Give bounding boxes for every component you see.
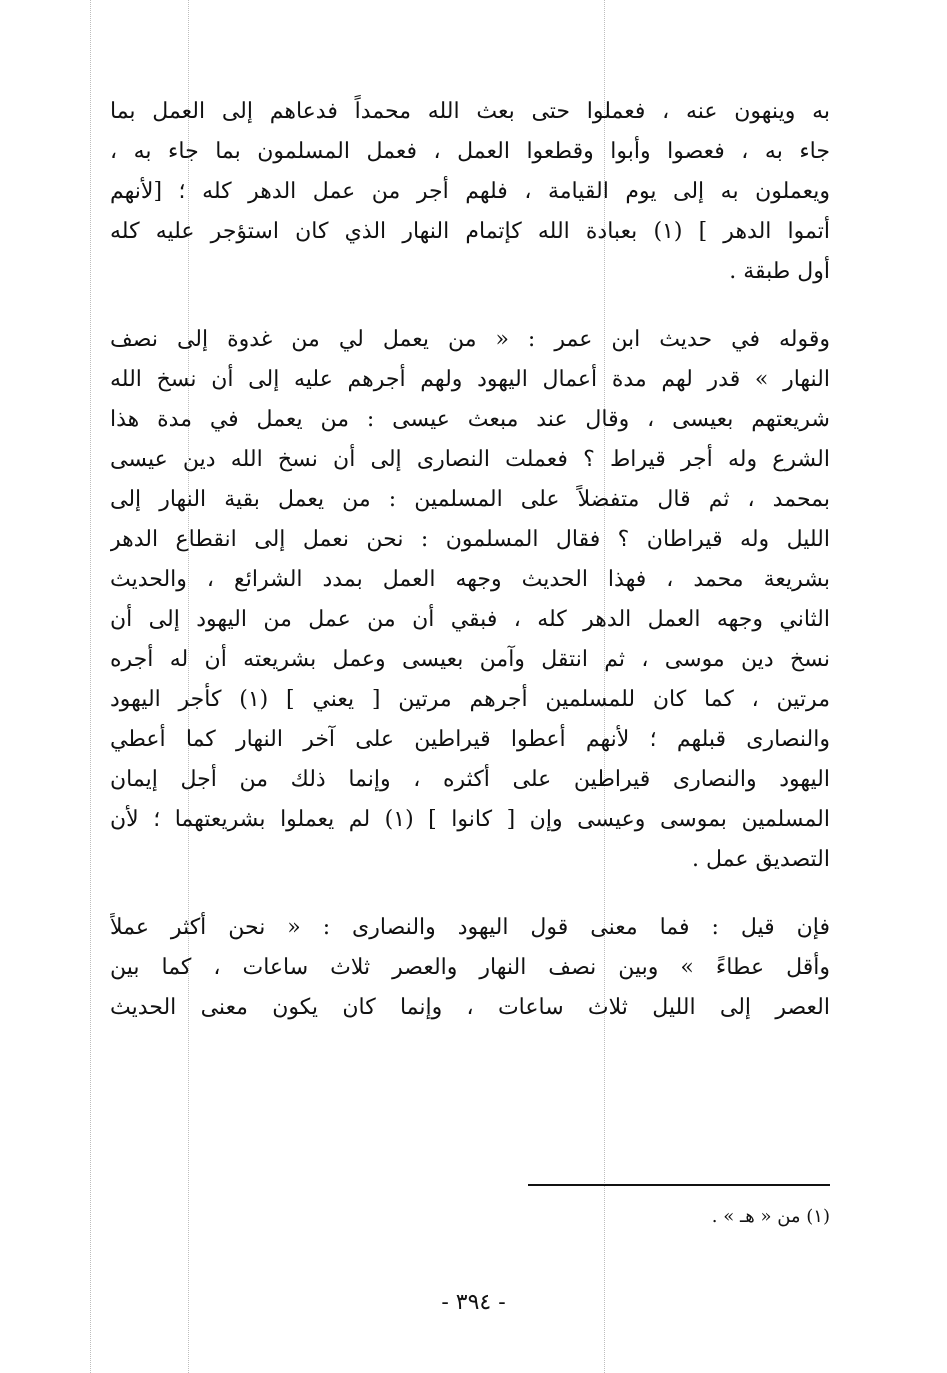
text-line: شريعتهم بعيسى ، وقال عند مبعث عيسى : من يعمل في مدة هذا (110, 407, 830, 432)
text-line: بمحمد ، ثم قال متفضلاً على المسلمين : من يعمل بقية النهار إلى (110, 487, 830, 512)
text-line: النهار » قدر لهم مدة أعمال اليهود ولهم أجرهم عليه إلى أن نسخ الله (110, 367, 830, 392)
text-line: المسلمين بموسى وعيسى وإن [ كانوا ] (١) لم يعملوا بشريعتهما ؛ لأن (110, 807, 830, 832)
text-line: بشريعة محمد ، فهذا الحديث وجهه العمل بمدد الشرائع ، والحديث (110, 567, 830, 592)
footnote: (١) من « هـ » . (711, 1206, 830, 1227)
text-line: الليل وله قيراطان ؟ فقال المسلمون : نحن نعمل إلى انقطاع الدهر (110, 527, 830, 552)
main-text (110, 92, 830, 1028)
text-line: أتموا الدهر ] (١) بعبادة الله كإتمام النهار الذي كان استؤجر عليه كله (110, 219, 830, 244)
footnote-separator (528, 1184, 830, 1186)
text-line: اليهود والنصارى قيراطين على أكثره ، وإنما ذلك من أجل إيمان (110, 767, 830, 792)
page-number: - ٣٩٤ - (441, 1290, 506, 1315)
text-line: التصديق عمل . (691, 847, 830, 872)
text-line: نسخ دين موسى ، ثم انتقل وآمن بعيسى وعمل بشريعته أن له أجره (110, 647, 830, 672)
text-line: جاء به ، فعصوا وأبوا وقطعوا العمل ، فعمل المسلمون بما جاء به ، (110, 139, 830, 164)
text-line: وأقل عطاءً » وبين نصف النهار والعصر ثلاث ساعات ، كما بين (110, 955, 830, 980)
text-line: فإن قيل : فما معنى قول اليهود والنصارى : « نحن أكثر عملاً (110, 915, 830, 940)
text-line: مرتين ، كما كان للمسلمين أجرهم مرتين [ يعني ] (١) كأجر اليهود (110, 687, 830, 712)
text-line: به وينهون عنه ، فعملوا حتى بعث الله محمداً فدعاهم إلى العمل بما (110, 99, 830, 124)
text-line: الشرع وله أجر قيراط ؟ فعملت النصارى إلى أن نسخ الله دين عيسى (110, 447, 830, 472)
text-line: والنصارى قبلهم ؛ لأنهم أعطوا قيراطين على آخر النهار كما أعطي (110, 727, 830, 752)
text-line: ويعملون به إلى يوم القيامة ، فلهم أجر من عمل الدهر كله ؛ [لأنهم (110, 179, 830, 204)
text-line: الثاني وجهه العمل الدهر كله ، فبقي أن من عمل من اليهود إلى أن (110, 607, 830, 632)
text-line: وقوله في حديث ابن عمر : « من يعمل لي من غدوة إلى نصف (110, 327, 830, 352)
text-line: العصر إلى الليل ثلاث ساعات ، وإنما كان يكون معنى الحديث (110, 995, 830, 1020)
paragraph-2 (110, 320, 830, 880)
paragraph-1 (110, 92, 830, 292)
paragraph-3 (110, 908, 830, 1028)
scan-guide-line (90, 0, 91, 1373)
text-line: أول طبقة . (729, 259, 830, 284)
